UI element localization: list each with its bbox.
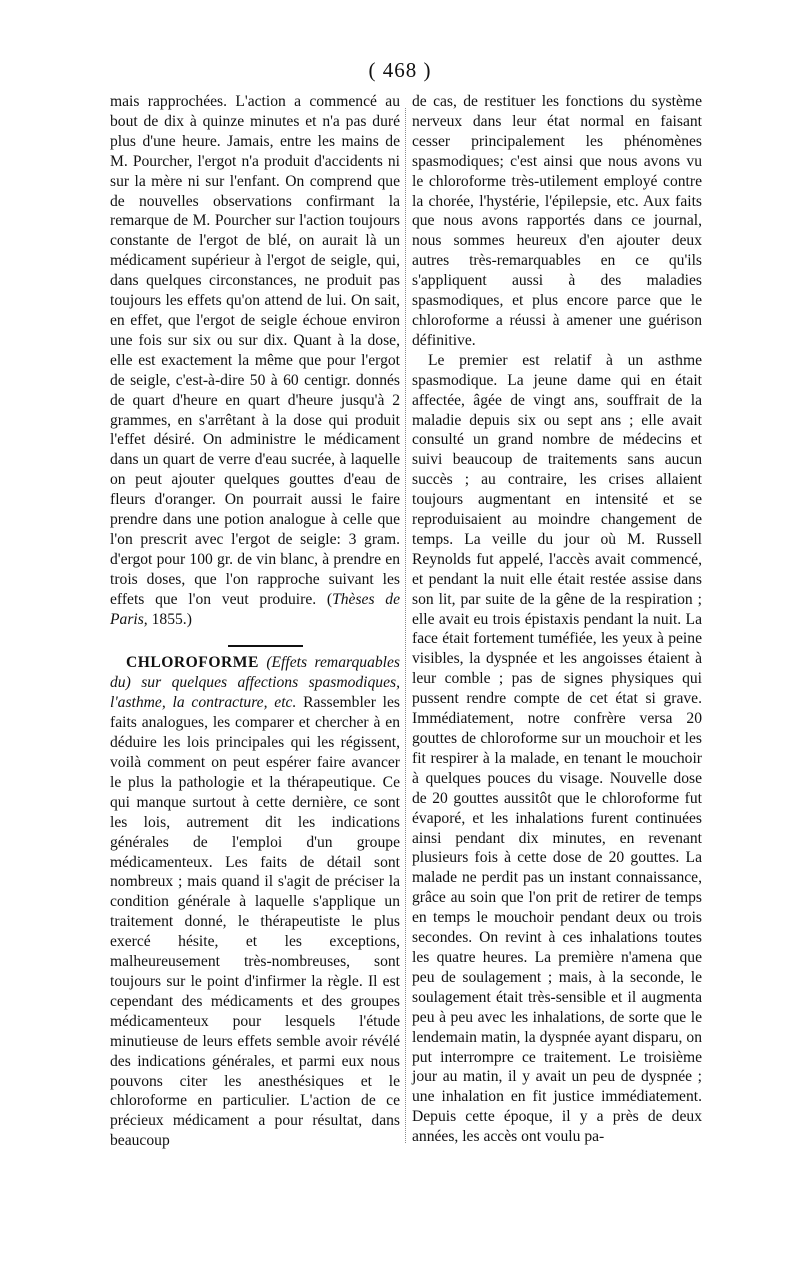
article-title: CHLOROFORME <box>126 654 259 672</box>
paragraph-chloroforme-continued: de cas, de restituer les fonctions du système nerveux dans leur état normal en faisant cesser principalement les phénomènes spasmodiques; c'est ainsi que nous avons vu le chloroforme très-utilement employé contre la chorée, l'hystérie, l'épilepsie, etc. Aux faits que nous avons rapportés dans ce journal, nous sommes heureux d'en ajouter deux autres très-remarquables en ce qu'ils s'appliquent aussi à des maladies spasmodiques, et plus encore parce que le chloroforme a réussi à amener une guérison définitive. <box>412 93 702 349</box>
right-column <box>412 92 702 1147</box>
source-citation: Thèses de Paris, <box>110 590 400 628</box>
paragraph-text: mais rapprochées. L'action a commencé au bout de dix à quinze minutes et n'a pas duré plus d'une heure. Jamais, entre les mains de M. Pourcher, l'ergot n'a produit d'accidents ni sur la mère ni sur l'enfant. On comprend que de nouvelles observations confirmant la remarque de M. Pourcher sur l'action toujours constante de l'ergot de blé, on aurait là un médicament supérieur à l'ergot de seigle, qui, dans quelques circonstances, ne produit pas toujours les effets qu'on attend de lui. On sait, en effet, que l'ergot de seigle échoue environ une fois sur six ou sur dix. Quant à la dose, elle est exactement la même que pour l'ergot de seigle, c'est-à-dire 50 à 60 centigr. donnés de quart d'heure en quart d'heure jusqu'à 2 grammes, en s'arrêtant à la dose qui produit l'effet désiré. On administre le médicament dans un quart de verre d'eau sucrée, à laquelle on peut ajouter quelques gouttes d'eau de fleurs d'oranger. On pourrait aussi le faire prendre dans une potion analogue à celle que l'on prescrit avec l'ergot de seigle: 3 gram. d'ergot pour 100 gr. de vin blanc, à prendre en trois doses, que l'on rapproche suivant les effets que l'on veut produire. ( <box>110 93 400 608</box>
paragraph-ergot-continued <box>110 92 400 629</box>
column-divider <box>405 108 406 1143</box>
left-column <box>110 92 400 1151</box>
paragraph-chloroforme <box>110 653 400 1151</box>
section-rule <box>228 645 303 647</box>
article-subtitle: (Effets remarquables du) sur quelques affections spasmodiques, l'asthme, la contracture, etc. <box>110 654 400 712</box>
page-number: ( 468 ) <box>368 58 432 82</box>
paragraph-asthme-case: Le premier est relatif à un asthme spasmodique. La jeune dame qui en était affectée, âgée de vingt ans, souffrait de la maladie depuis six ou sept ans ; elle avait consulté un grand nombre de médecins et suivi beaucoup de traitements sans aucun succès ; au contraire, les crises allaient toujours augmentant en intensité et se reproduisaient au moindre changement de temps. La veille du jour où M. Russell Reynolds fut appelé, l'accès avait commencé, et pendant la nuit elle était restée assise dans son lit, par suite de la gêne de la respiration ; elle avait eu trois épistaxis pendant la nuit. La face était fortement tuméfiée, les yeux à peine visibles, la dyspnée et les angoisses étaient à leur comble ; pas de signes physiques qui pussent rendre compte de cet état si grave. Immédiatement, notre confrère versa 20 gouttes de chloroforme sur un mouchoir et les fit respirer à la malade, en tenant le mouchoir à quelques pouces du visage. Nouvelle dose de 20 gouttes aussitôt que le chloroforme fut évaporé, et les inhalations furent continuées ainsi pendant dix minutes, en revenant plusieurs fois à cette dose de 20 gouttes. La malade ne perdit pas un instant connaissance, grâce au soin que l'on prit de retirer de temps en temps le mouchoir pendant deux ou trois secondes. On revint à ces inhalations toutes les quatre heures. La première n'amena que peu de soulagement ; mais, à la seconde, le soulagement était très-sensible et il augmenta peu à peu avec les inhalations, de sorte que le lendemain matin, la dyspnée ayant disparu, on put interrompre ce traitement. Le troisième jour au matin, il y avait un peu de dyspnée ; une inhalation en fit justice immédiatement. Depuis cette époque, il y a près de deux années, les accès ont voulu pa- <box>412 351 702 1146</box>
source-year: 1855.) <box>147 610 192 628</box>
paragraph-text: Rassembler les faits analogues, les comparer et chercher à en déduire les lois principales qui les régissent, voilà comment on peut espérer faire avancer le plus la pathologie et la thérapeutique. Ce qui manque surtout à cette dernière, ce sont les lois, autrement dit les indications générales de l'emploi d'un groupe médicamenteux. Les faits de détail sont nombreux ; mais quand il s'agit de préciser la condition générale à laquelle s'applique un traitement donné, le thérapeutiste le plus exercé hésite, et les exceptions, malheureusement très-nombreuses, sont toujours sur le point d'infirmer la règle. Il est cependant des médicaments et des groupes médicamenteux pour lesquels l'étude minutieuse de leurs effets semble avoir révélé des indications générales, et parmi eux nous pouvons citer les anesthésiques et le chloroforme en particulier. L'action de ce précieux médicament a pour résultat, dans beaucoup <box>110 694 400 1150</box>
